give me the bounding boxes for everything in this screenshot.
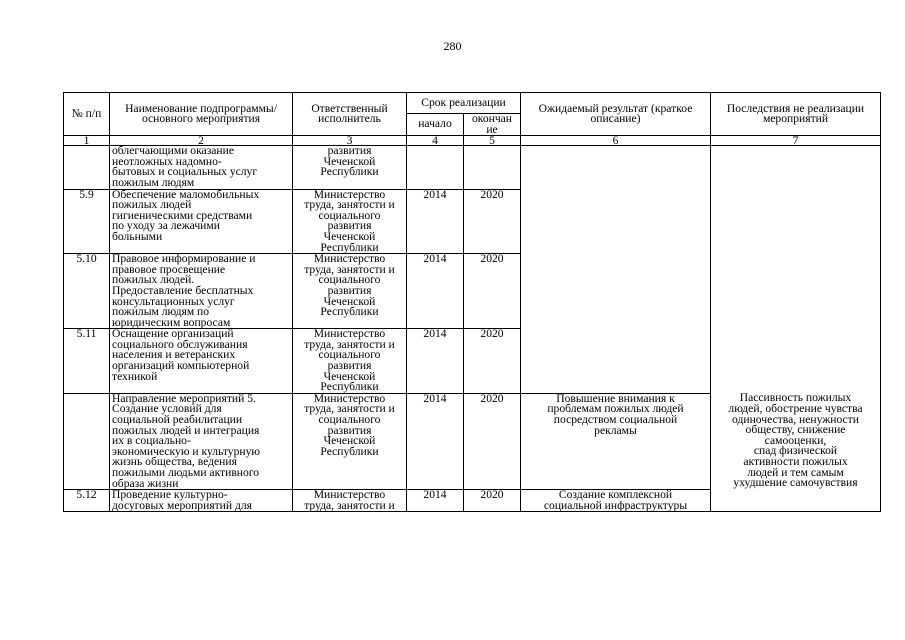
row-name: Направление мероприятий 5. Создание условий для социальной реабилитации пожилых людей и интеграция их в социально- экономическую и культурную жизнь общества, ведения пожилыми людьми активного образа жизни bbox=[110, 393, 293, 489]
index-cell: 5 bbox=[464, 136, 521, 146]
row-number: 5.10 bbox=[64, 254, 110, 329]
row-start: 2014 bbox=[407, 329, 464, 394]
row-name: облегчающими оказание неотложных надомно- бытовых и социальных услуг пожилым людям bbox=[110, 146, 293, 189]
header-result: Ожидаемый результат (краткое описание) bbox=[521, 93, 711, 136]
row-result: Создание комплексной социальной инфраструктуры bbox=[521, 490, 711, 512]
row-number: 5.12 bbox=[64, 490, 110, 512]
row-responsible: Министерство труда, занятости и bbox=[293, 490, 407, 512]
action-plan-table bbox=[63, 92, 881, 512]
row-end: 2020 bbox=[464, 189, 521, 254]
index-cell: 4 bbox=[407, 136, 464, 146]
row-start: 2014 bbox=[407, 393, 464, 489]
row-responsible: Министерство труда, занятости и социального развития Чеченской Республики bbox=[293, 329, 407, 394]
header-end: окончан ие bbox=[464, 114, 521, 136]
index-cell: 7 bbox=[711, 136, 881, 146]
header-consequence: Последствия не реализации мероприятий bbox=[711, 93, 881, 136]
row-name: Проведение культурно- досуговых мероприятий для bbox=[110, 490, 293, 512]
header-number: № п/п bbox=[64, 93, 110, 136]
row-start: 2014 bbox=[407, 189, 464, 254]
row-responsible: Министерство труда, занятости и социального развития Чеченской Республики bbox=[293, 189, 407, 254]
index-cell: 1 bbox=[64, 136, 110, 146]
row-consequence-merged bbox=[711, 146, 881, 394]
row-end: 2020 bbox=[464, 393, 521, 489]
header-name: Наименование подпрограммы/ основного мероприятия bbox=[110, 93, 293, 136]
row-start: 2014 bbox=[407, 254, 464, 329]
index-cell: 2 bbox=[110, 136, 293, 146]
row-start: 2014 bbox=[407, 490, 464, 512]
row-end: 2020 bbox=[464, 254, 521, 329]
row-end: 2020 bbox=[464, 329, 521, 394]
row-number bbox=[64, 146, 110, 189]
table-row bbox=[64, 146, 881, 189]
row-start bbox=[407, 146, 464, 189]
index-cell: 6 bbox=[521, 136, 711, 146]
row-name: Обеспечение маломобильных пожилых людей гигиеническими средствами по уходу за лежачими больными bbox=[110, 189, 293, 254]
row-result-merged bbox=[521, 146, 711, 394]
row-number bbox=[64, 393, 110, 489]
row-number: 5.11 bbox=[64, 329, 110, 394]
row-responsible: Министерство труда, занятости и социального развития Чеченской Республики bbox=[293, 254, 407, 329]
table-row bbox=[64, 393, 881, 489]
row-end bbox=[464, 146, 521, 189]
row-name: Оснащение организаций социального обслуживания населения и ветеранских организаций компьютерной техникой bbox=[110, 329, 293, 394]
header-term: Срок реализации bbox=[407, 93, 521, 114]
row-number: 5.9 bbox=[64, 189, 110, 254]
row-responsible: развития Чеченской Республики bbox=[293, 146, 407, 189]
row-result: Повышение внимания к проблемам пожилых людей посредством социальной рекламы bbox=[521, 393, 711, 489]
row-responsible: Министерство труда, занятости и социального развития Чеченской Республики bbox=[293, 393, 407, 489]
row-end: 2020 bbox=[464, 490, 521, 512]
header-start: начало bbox=[407, 114, 464, 136]
page-number: 280 bbox=[443, 39, 462, 53]
row-consequence: Пассивность пожилых людей, обострение чувства одиночества, ненужности обществу, снижение самооценки, спад физической активности пожилых людей и тем самым ухудшение самочувствия bbox=[711, 393, 881, 512]
header-responsible: Ответственный исполнитель bbox=[293, 93, 407, 136]
index-cell: 3 bbox=[293, 136, 407, 146]
table-header bbox=[64, 93, 881, 146]
row-name: Правовое информирование и правовое просвещение пожилых людей. Предоставление бесплатных консультационных услуг пожилым людям по юридическим вопросам bbox=[110, 254, 293, 329]
